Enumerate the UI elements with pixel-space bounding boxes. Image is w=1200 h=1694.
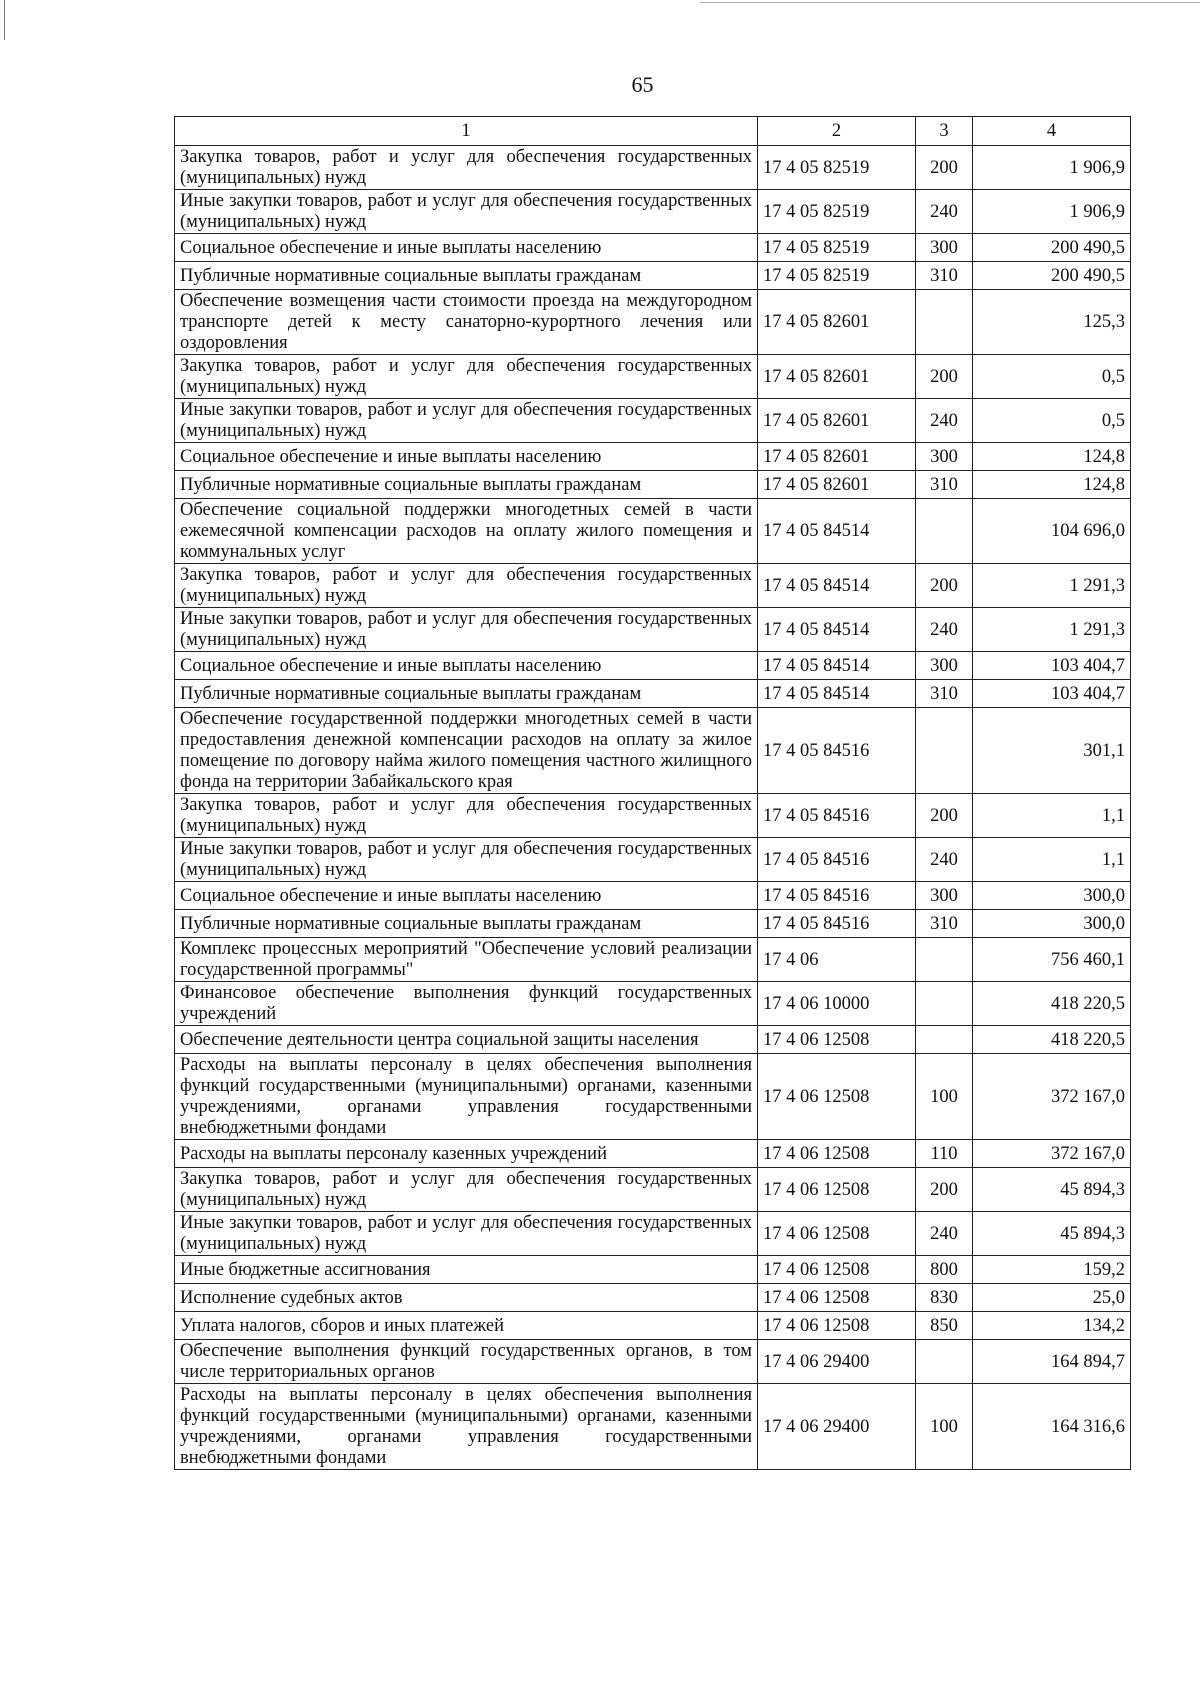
row-amount: 1,1 (973, 838, 1131, 882)
row-code: 17 4 05 84516 (758, 794, 916, 838)
page-number: 65 (631, 72, 654, 97)
row-code: 17 4 06 29400 (758, 1384, 916, 1470)
row-description: Закупка товаров, работ и услуг для обеспечения государственных (муниципальных) нужд (175, 1168, 758, 1212)
row-expense-type (916, 499, 973, 564)
row-amount: 125,3 (973, 290, 1131, 355)
row-code: 17 4 05 84514 (758, 564, 916, 608)
table-row (175, 608, 1131, 652)
row-expense-type (916, 938, 973, 982)
row-amount: 1 291,3 (973, 564, 1131, 608)
row-expense-type: 240 (916, 399, 973, 443)
row-code: 17 4 05 82601 (758, 471, 916, 499)
row-code: 17 4 05 82601 (758, 399, 916, 443)
row-amount: 45 894,3 (973, 1212, 1131, 1256)
row-amount: 0,5 (973, 399, 1131, 443)
column-header-1: 1 (175, 117, 758, 146)
row-description: Расходы на выплаты персоналу казенных учреждений (175, 1140, 758, 1168)
row-description: Закупка товаров, работ и услуг для обеспечения государственных (муниципальных) нужд (175, 355, 758, 399)
row-description: Публичные нормативные социальные выплаты гражданам (175, 471, 758, 499)
row-description: Публичные нормативные социальные выплаты гражданам (175, 910, 758, 938)
row-description: Социальное обеспечение и иные выплаты населению (175, 234, 758, 262)
row-code: 17 4 05 82601 (758, 290, 916, 355)
row-description: Обеспечение деятельности центра социальной защиты населения (175, 1026, 758, 1054)
row-description: Иные бюджетные ассигнования (175, 1256, 758, 1284)
table-row (175, 190, 1131, 234)
top-scan-line (700, 2, 1200, 3)
row-amount: 45 894,3 (973, 1168, 1131, 1212)
table-row (175, 838, 1131, 882)
row-description: Финансовое обеспечение выполнения функций государственных учреждений (175, 982, 758, 1026)
row-code: 17 4 06 12508 (758, 1054, 916, 1140)
row-description: Публичные нормативные социальные выплаты гражданам (175, 262, 758, 290)
row-code: 17 4 05 84514 (758, 608, 916, 652)
table-row (175, 262, 1131, 290)
row-amount: 418 220,5 (973, 982, 1131, 1026)
row-expense-type: 200 (916, 794, 973, 838)
row-expense-type: 100 (916, 1054, 973, 1140)
row-code: 17 4 05 82601 (758, 355, 916, 399)
table-row (175, 1212, 1131, 1256)
table-row (175, 146, 1131, 190)
row-expense-type (916, 1026, 973, 1054)
row-code: 17 4 06 29400 (758, 1340, 916, 1384)
table-row (175, 1140, 1131, 1168)
row-code: 17 4 05 84514 (758, 680, 916, 708)
row-description: Закупка товаров, работ и услуг для обеспечения государственных (муниципальных) нужд (175, 794, 758, 838)
row-description: Иные закупки товаров, работ и услуг для обеспечения государственных (муниципальных) нужд (175, 190, 758, 234)
row-code: 17 4 06 12508 (758, 1256, 916, 1284)
row-description: Иные закупки товаров, работ и услуг для обеспечения государственных (муниципальных) нужд (175, 399, 758, 443)
row-amount: 200 490,5 (973, 262, 1131, 290)
row-amount: 200 490,5 (973, 234, 1131, 262)
row-amount: 124,8 (973, 443, 1131, 471)
row-description: Закупка товаров, работ и услуг для обеспечения государственных (муниципальных) нужд (175, 564, 758, 608)
row-expense-type: 240 (916, 838, 973, 882)
row-amount: 1 906,9 (973, 146, 1131, 190)
row-expense-type: 300 (916, 882, 973, 910)
row-code: 17 4 06 12508 (758, 1140, 916, 1168)
row-expense-type (916, 1340, 973, 1384)
row-expense-type: 310 (916, 471, 973, 499)
table-row (175, 882, 1131, 910)
row-expense-type (916, 290, 973, 355)
row-amount: 134,2 (973, 1312, 1131, 1340)
table-row (175, 1312, 1131, 1340)
row-expense-type: 200 (916, 1168, 973, 1212)
table-row (175, 471, 1131, 499)
row-code: 17 4 05 82519 (758, 262, 916, 290)
row-code: 17 4 06 12508 (758, 1212, 916, 1256)
table-row (175, 794, 1131, 838)
row-code: 17 4 05 84514 (758, 652, 916, 680)
table-row (175, 938, 1131, 982)
row-code: 17 4 06 10000 (758, 982, 916, 1026)
row-description: Исполнение судебных актов (175, 1284, 758, 1312)
table-row (175, 1340, 1131, 1384)
table-row (175, 680, 1131, 708)
row-description: Комплекс процессных мероприятий "Обеспечение условий реализации государственной программы" (175, 938, 758, 982)
row-amount: 372 167,0 (973, 1140, 1131, 1168)
row-expense-type: 300 (916, 652, 973, 680)
table-row (175, 1256, 1131, 1284)
row-expense-type: 200 (916, 146, 973, 190)
row-code: 17 4 05 84516 (758, 708, 916, 794)
table-row (175, 652, 1131, 680)
row-expense-type: 200 (916, 564, 973, 608)
column-header-3: 3 (916, 117, 973, 146)
row-code: 17 4 05 82519 (758, 146, 916, 190)
row-amount: 103 404,7 (973, 652, 1131, 680)
table-row (175, 708, 1131, 794)
row-expense-type: 100 (916, 1384, 973, 1470)
row-amount: 1 906,9 (973, 190, 1131, 234)
row-description: Уплата налогов, сборов и иных платежей (175, 1312, 758, 1340)
row-amount: 756 460,1 (973, 938, 1131, 982)
row-amount: 0,5 (973, 355, 1131, 399)
row-code: 17 4 06 12508 (758, 1168, 916, 1212)
table-row (175, 982, 1131, 1026)
row-expense-type (916, 708, 973, 794)
row-amount: 164 316,6 (973, 1384, 1131, 1470)
row-code: 17 4 06 12508 (758, 1312, 916, 1340)
row-code: 17 4 05 84514 (758, 499, 916, 564)
row-description: Обеспечение государственной поддержки многодетных семей в части предоставления денежной компенсации расходов на оплату за жилое помещение по договору найма жилого помещения частного жилищного фонда на территории Забайкальского края (175, 708, 758, 794)
row-amount: 159,2 (973, 1256, 1131, 1284)
table-row (175, 564, 1131, 608)
table-row (175, 399, 1131, 443)
row-amount: 300,0 (973, 882, 1131, 910)
row-description: Расходы на выплаты персоналу в целях обеспечения выполнения функций государственными (муниципальными) органами, казенными учреждениями, органами управления государственными внебюджетными фондами (175, 1054, 758, 1140)
row-description: Социальное обеспечение и иные выплаты населению (175, 652, 758, 680)
row-code: 17 4 05 84516 (758, 910, 916, 938)
row-expense-type: 110 (916, 1140, 973, 1168)
row-amount: 1 291,3 (973, 608, 1131, 652)
row-amount: 103 404,7 (973, 680, 1131, 708)
row-amount: 372 167,0 (973, 1054, 1131, 1140)
row-description: Обеспечение выполнения функций государственных органов, в том числе территориальных органов (175, 1340, 758, 1384)
row-expense-type: 800 (916, 1256, 973, 1284)
row-description: Иные закупки товаров, работ и услуг для обеспечения государственных (муниципальных) нужд (175, 1212, 758, 1256)
row-amount: 104 696,0 (973, 499, 1131, 564)
row-amount: 25,0 (973, 1284, 1131, 1312)
row-description: Социальное обеспечение и иные выплаты населению (175, 443, 758, 471)
row-expense-type: 310 (916, 680, 973, 708)
row-expense-type: 240 (916, 190, 973, 234)
row-code: 17 4 05 82601 (758, 443, 916, 471)
table-header-row (175, 117, 1131, 146)
row-code: 17 4 06 12508 (758, 1026, 916, 1054)
row-code: 17 4 06 12508 (758, 1284, 916, 1312)
row-expense-type: 300 (916, 234, 973, 262)
table-row (175, 1026, 1131, 1054)
row-description: Иные закупки товаров, работ и услуг для обеспечения государственных (муниципальных) нужд (175, 838, 758, 882)
table-row (175, 1284, 1131, 1312)
row-description: Иные закупки товаров, работ и услуг для обеспечения государственных (муниципальных) нужд (175, 608, 758, 652)
row-code: 17 4 06 (758, 938, 916, 982)
row-description: Закупка товаров, работ и услуг для обеспечения государственных (муниципальных) нужд (175, 146, 758, 190)
table-row (175, 443, 1131, 471)
column-header-4: 4 (973, 117, 1131, 146)
table-row (175, 234, 1131, 262)
row-amount: 1,1 (973, 794, 1131, 838)
row-expense-type: 240 (916, 1212, 973, 1256)
row-amount: 418 220,5 (973, 1026, 1131, 1054)
row-expense-type: 850 (916, 1312, 973, 1340)
row-description: Социальное обеспечение и иные выплаты населению (175, 882, 758, 910)
row-code: 17 4 05 82519 (758, 234, 916, 262)
row-expense-type: 240 (916, 608, 973, 652)
table-row (175, 499, 1131, 564)
row-description: Публичные нормативные социальные выплаты гражданам (175, 680, 758, 708)
table-row (175, 1168, 1131, 1212)
page-edge-line (4, 0, 5, 40)
row-expense-type: 830 (916, 1284, 973, 1312)
row-code: 17 4 05 82519 (758, 190, 916, 234)
budget-table (174, 116, 1131, 1470)
table-row (175, 1384, 1131, 1470)
row-expense-type: 310 (916, 262, 973, 290)
row-expense-type: 310 (916, 910, 973, 938)
row-code: 17 4 05 84516 (758, 882, 916, 910)
row-amount: 164 894,7 (973, 1340, 1131, 1384)
row-amount: 301,1 (973, 708, 1131, 794)
row-code: 17 4 05 84516 (758, 838, 916, 882)
table-row (175, 910, 1131, 938)
row-expense-type: 200 (916, 355, 973, 399)
row-amount: 300,0 (973, 910, 1131, 938)
row-expense-type (916, 982, 973, 1026)
row-description: Расходы на выплаты персоналу в целях обеспечения выполнения функций государственными (муниципальными) органами, казенными учреждениями, органами управления государственными внебюджетными фондами (175, 1384, 758, 1470)
table-row (175, 1054, 1131, 1140)
table-body (175, 146, 1131, 1470)
row-description: Обеспечение возмещения части стоимости проезда на междугородном транспорте детей к месту санаторно-курортного лечения или оздоровления (175, 290, 758, 355)
table-row (175, 290, 1131, 355)
row-description: Обеспечение социальной поддержки многодетных семей в части ежемесячной компенсации расходов на оплату жилого помещения и коммунальных услуг (175, 499, 758, 564)
column-header-2: 2 (758, 117, 916, 146)
table-row (175, 355, 1131, 399)
row-amount: 124,8 (973, 471, 1131, 499)
row-expense-type: 300 (916, 443, 973, 471)
